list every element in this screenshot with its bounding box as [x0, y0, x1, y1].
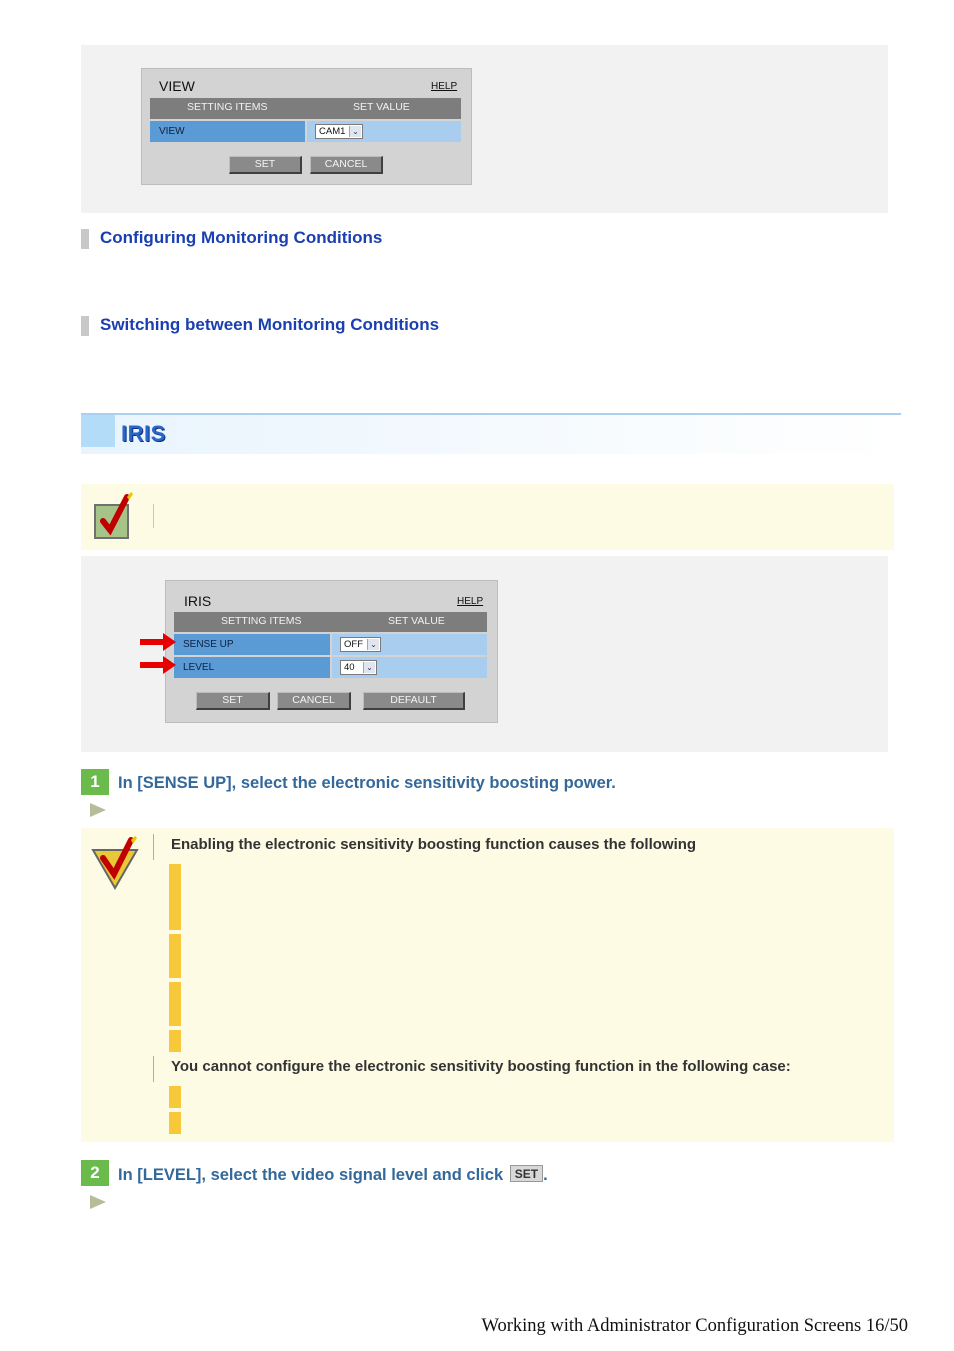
sense-up-label: SENSE UP: [174, 634, 330, 655]
note-divider: [153, 834, 154, 860]
chevron-down-icon: ⌄: [363, 662, 375, 673]
note-box: [81, 484, 894, 550]
arrow-right-icon: [139, 632, 177, 652]
chevron-down-icon: ⌄: [349, 126, 361, 137]
view-dialog: [141, 68, 472, 185]
iris-heading-band: [81, 414, 901, 454]
iris-dialog: [165, 580, 498, 723]
iris-dialog-title: IRIS: [184, 593, 212, 609]
section-marker: [81, 316, 89, 336]
iris-help-link[interactable]: HELP: [457, 596, 484, 607]
level-select[interactable]: [340, 660, 377, 675]
caution-box: [81, 828, 894, 1142]
section-marker: [81, 229, 89, 249]
bullet-bar: [169, 1086, 181, 1108]
note-divider: [153, 1056, 154, 1082]
view-row-label: VIEW: [150, 121, 305, 142]
iris-header-row: [174, 612, 487, 632]
bullet-bar: [169, 864, 181, 930]
view-select[interactable]: [315, 124, 363, 139]
default-button[interactable]: DEFAULT: [363, 692, 465, 710]
set-button[interactable]: SET: [196, 692, 270, 710]
view-dialog-title: VIEW: [159, 78, 195, 94]
triangle-bullet-icon: [89, 1194, 107, 1210]
switching-monitoring-link[interactable]: Switching between Monitoring Conditions: [100, 315, 440, 334]
step-2-period: .: [543, 1166, 548, 1184]
cancel-button[interactable]: CANCEL: [310, 156, 383, 174]
triangle-bullet-icon: [89, 802, 107, 818]
view-select-value: CAM1: [319, 126, 346, 137]
configuring-monitoring-link[interactable]: Configuring Monitoring Conditions: [100, 228, 383, 247]
setting-items-header: SETTING ITEMS: [187, 101, 268, 113]
step-1-text: In [SENSE UP], select the electronic sensitivity boosting power.: [118, 774, 616, 792]
bullet-bar: [169, 1112, 181, 1134]
bullet-bar: [169, 1030, 181, 1052]
step-2-text: [118, 1165, 548, 1185]
set-value-header: SET VALUE: [353, 101, 410, 113]
chevron-down-icon: ⌄: [367, 639, 379, 650]
caution-icon: [91, 836, 139, 890]
enabling-note-text: Enabling the electronic sensitivity boosting function causes the following: [171, 836, 697, 853]
bullet-bar: [169, 982, 181, 1026]
cancel-button[interactable]: CANCEL: [277, 692, 351, 710]
iris-heading-title: IRIS: [121, 421, 166, 446]
sense-up-select-value: OFF: [344, 639, 363, 650]
iris-heading-line: [81, 413, 901, 415]
cannot-note-text: You cannot configure the electronic sensitivity boosting function in the following case:: [171, 1058, 791, 1075]
note-icon: [93, 491, 135, 541]
bullet-bar: [169, 934, 181, 978]
set-button[interactable]: SET: [229, 156, 302, 174]
step-number-badge: 1: [81, 769, 109, 795]
note-divider: [153, 504, 154, 528]
step-number-badge: 2: [81, 1160, 109, 1186]
step-2-instruction: In [LEVEL], select the video signal level and click: [118, 1166, 504, 1184]
view-header-row: [150, 98, 461, 119]
page-footer: Working with Administrator Configuration Screens 16/50: [481, 1316, 908, 1336]
set-value-header: SET VALUE: [388, 615, 445, 627]
setting-items-header: SETTING ITEMS: [221, 615, 302, 627]
view-help-link[interactable]: HELP: [431, 81, 458, 92]
sense-up-select[interactable]: [340, 637, 381, 652]
iris-heading-block: [81, 415, 115, 447]
arrow-right-icon: [139, 655, 177, 675]
level-label: LEVEL: [174, 657, 330, 678]
inline-set-button: SET: [510, 1165, 543, 1182]
level-select-value: 40: [344, 662, 355, 673]
